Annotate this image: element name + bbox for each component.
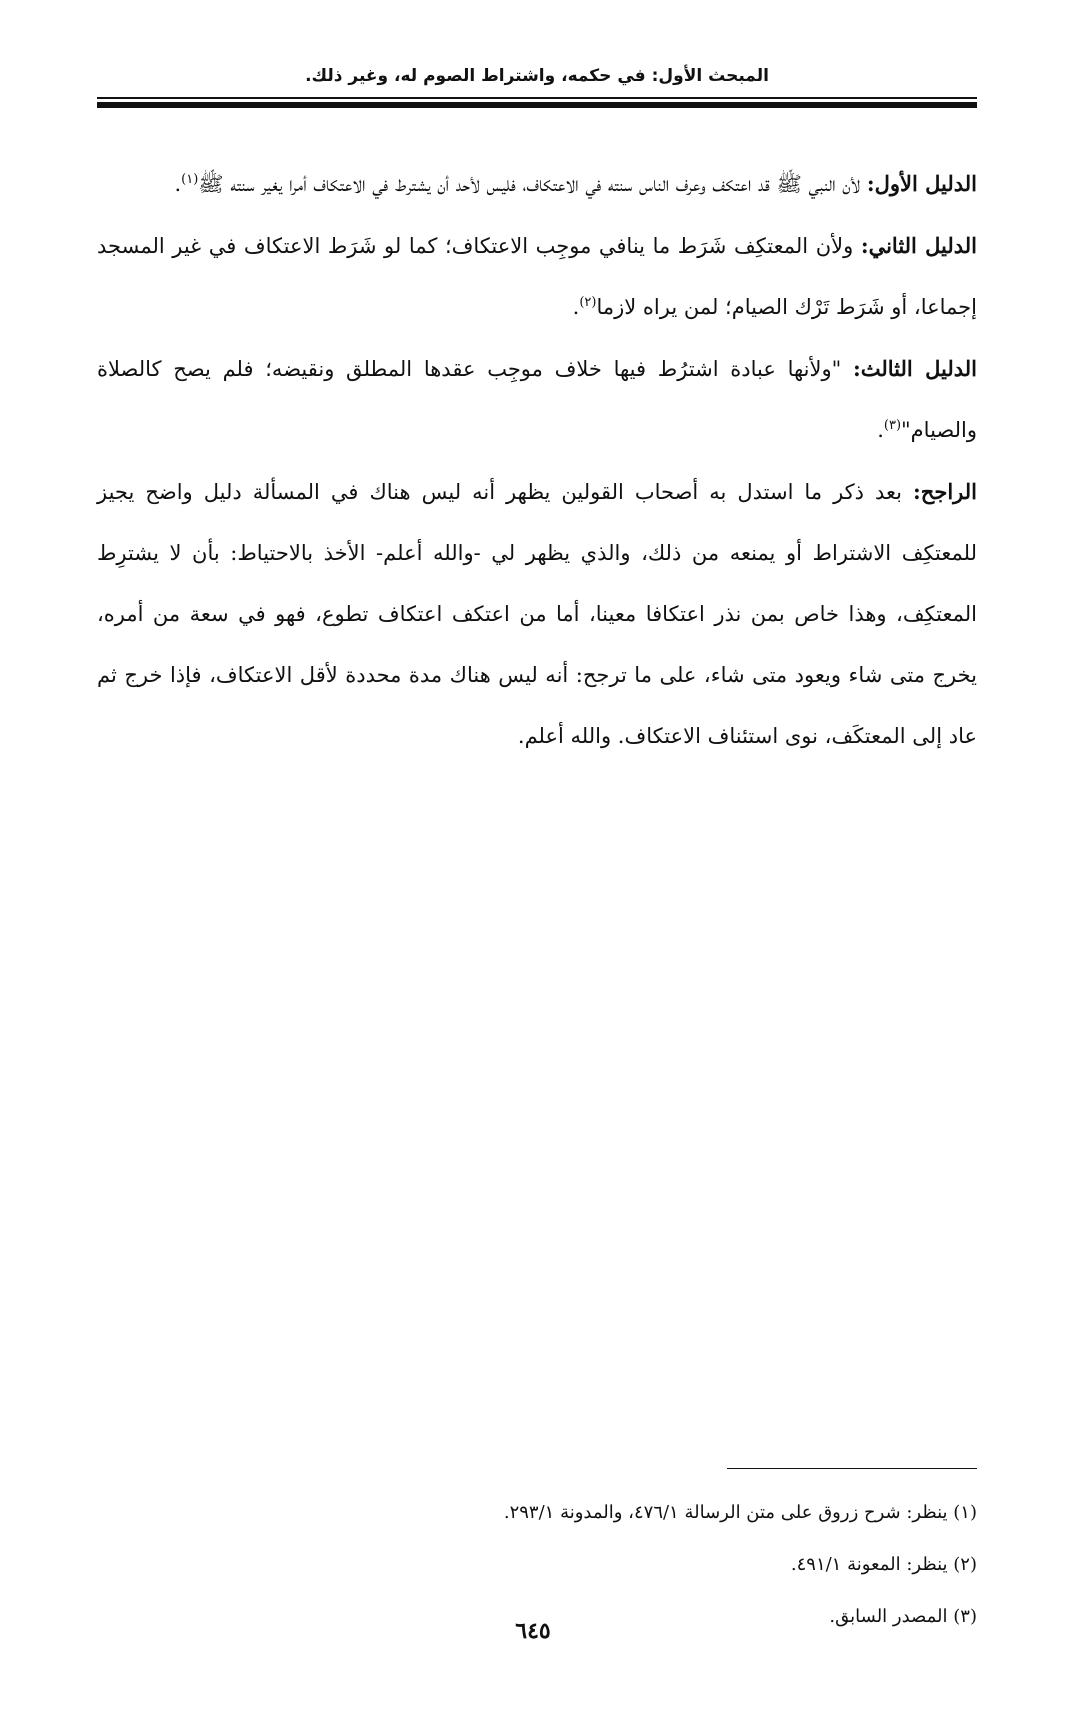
paragraph-heading: الدليل الثالث:	[853, 356, 977, 381]
paragraph-text: ولأن المعتكِف شَرَط ما ينافي موجِب الاعتكاف؛ كما لو شَرَط الاعتكاف في غير المسجد إجماعا، أو شَرَط تَرْك الصيام؛ لمن يراه لازما	[97, 234, 977, 319]
main-text	[97, 153, 977, 767]
paragraph-heading: الدليل الثاني:	[860, 233, 977, 258]
paragraph-preferred	[97, 461, 977, 767]
footnote-2: (٢) ينظر: المعونة ٤٩١/١.	[790, 1554, 977, 1575]
paragraph-end: .	[174, 172, 182, 196]
paragraph-heading: الراجح:	[913, 479, 977, 504]
footnote-separator	[727, 1468, 977, 1469]
footnote-ref: (١)	[181, 172, 199, 187]
footnote-ref: (٢)	[579, 295, 597, 310]
footnote-ref: (٣)	[883, 418, 902, 433]
paragraph-evidence-2	[97, 215, 977, 338]
header-rule-thick	[97, 102, 977, 108]
page-number: ٦٤٥	[515, 1618, 551, 1644]
header-rule-thin	[97, 97, 977, 99]
paragraph-text: بعد ذكر ما استدل به أصحاب القولين يظهر أنه ليس هناك في المسألة دليل واضح يجيز للمعتكِف الاشتراط أو يمنعه من ذلك، والذي يظهر لي -والله أعلم- الأخذ بالاحتياط: بأن لا يشترِط المعتكِف، وهذا خاص بمن نذر اعتكافا معينا، أما من اعتكف اعتكاف تطوع، فهو في سعة من أمره، يخرج متى شاء ويعود متى شاء، على ما ترجح: أنه ليس هناك مدة محددة لأقل الاعتكاف، فإذا خرج ثم عاد إلى المعتكَف، نوى استئناف الاعتكاف. والله أعلم.	[97, 480, 977, 748]
paragraph-end: .	[572, 295, 580, 319]
running-header: المبحث الأول: في حكمه، واشتراط الصوم له، وغير ذلك.	[305, 66, 769, 86]
paragraph-text: لأن النبي ﷺ قد اعتكف وعرف الناس سنته في الاعتكاف، فليس لأحد أن يشترط في الاعتكاف أمرا يغير سنته ﷺ	[198, 172, 867, 196]
paragraph-text: "ولأنها عبادة اشترُط فيها خلاف موجِب عقدها المطلق ونقيضه؛ فلم يصح كالصلاة والصيام"	[97, 357, 977, 442]
footnote-1: (١) ينظر: شرح زروق على متن الرسالة ٤٧٦/١، والمدونة ٢٩٣/١.	[503, 1502, 977, 1523]
paragraph-end: .	[877, 418, 884, 442]
paragraph-evidence-1	[97, 153, 977, 215]
footnote-3: (٣) المصدر السابق.	[829, 1606, 977, 1627]
paragraph-evidence-3	[97, 338, 977, 461]
paragraph-heading: الدليل الأول:	[866, 171, 977, 196]
